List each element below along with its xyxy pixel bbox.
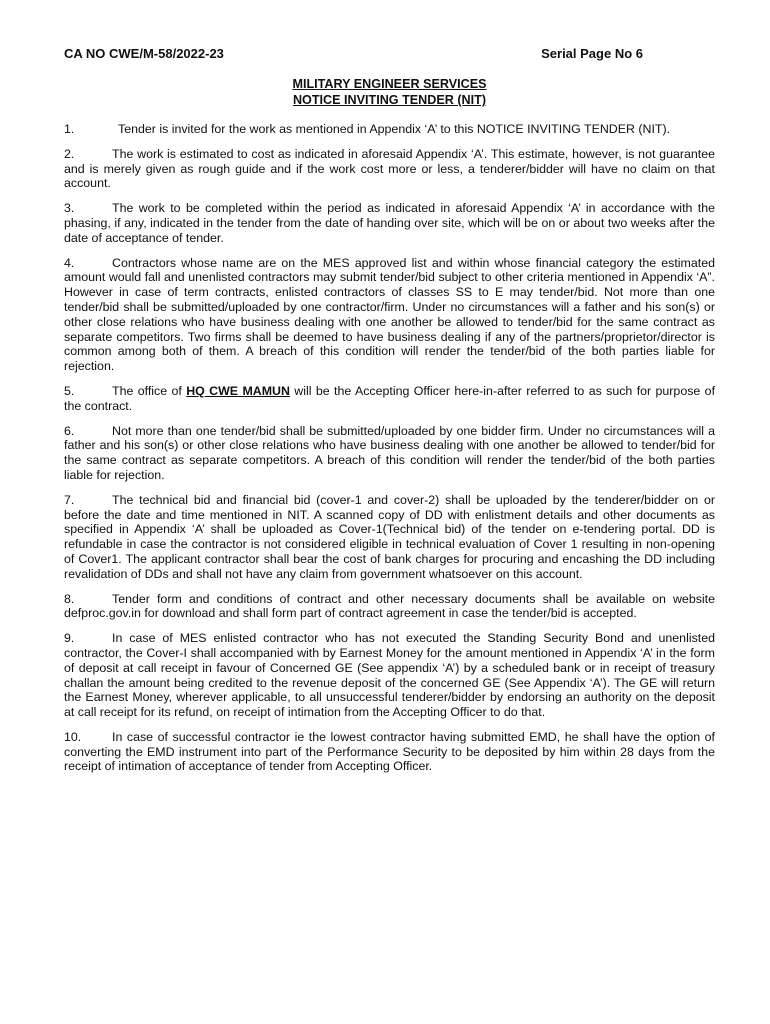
paragraph-6 <box>64 424 715 483</box>
paragraph-number: 10. <box>64 729 82 744</box>
paragraph-4 <box>64 256 715 374</box>
paragraph-number: 6. <box>64 423 75 438</box>
document-title <box>64 76 715 108</box>
paragraph-text: In case of MES enlisted contractor who has not executed the Standing Security Bond and unenlisted contractor, the Cover-I shall accompanied with by Earnest Money for the amount mentioned in Appendix ‘A’ in the form of deposit at call receipt in favour of Concerned GE (See appendix ‘A’) by a scheduled bank or in receipt of treasury challan the amount being credited to the revenue deposit of the concerned GE (See Appendix ‘A’). The GE will return the Earnest Money, wherever applicable, to all unsuccessful tenderer/bidder by endorsing an authority on the deposit at call receipt for its refund, on receipt of intimation from the Accepting Officer to do that. <box>64 631 715 720</box>
paragraph-text: In case of successful contractor ie the lowest contractor having submitted EMD, he shall have the option of converting the EMD instrument into part of the Performance Security to be deposited by him within 28 days from the receipt of intimation of acceptance of tender from Accepting Officer. <box>64 729 715 774</box>
title-line-2: NOTICE INVITING TENDER (NIT) <box>292 93 487 107</box>
paragraph-text: Tender form and conditions of contract and other necessary documents shall be available on website defproc.gov.in for download and shall form part of contract agreement in case the tender/bid is accepted. <box>64 591 715 621</box>
paragraph-number: 5. <box>64 383 75 398</box>
paragraph-text: The technical bid and financial bid (cover-1 and cover-2) shall be uploaded by the tenderer/bidder on or before the date and time mentioned in NIT. A scanned copy of DD with enlistment details and other documents as specified in Appendix ‘A’ shall be uploaded as Cover-1(Technical bid) of the tender on e-tendering portal. DD is refundable in case the contractor is not considered eligible in technical evaluation of Cover 1 resulting in non-opening of Cover1. The applicant contractor shall bear the cost of bank charges for procuring and encashing the DD including revalidation of DDs and shall not have any claim from government whatsoever on this account. <box>64 492 715 581</box>
paragraph-number: 2. <box>64 146 75 161</box>
paragraph-number: 4. <box>64 255 75 270</box>
paragraph-text: Not more than one tender/bid shall be submitted/uploaded by one bidder firm. Under no circumstances will a father and his son(s) or other close relations who have business dealing with one another be allowed to tender/bid for the same contract as separate competitors. A breach of this condition will render the tender/bid of the both parties liable for rejection. <box>64 423 715 482</box>
paragraph-2 <box>64 147 715 191</box>
paragraph-8 <box>64 592 715 622</box>
paragraph-text-after: will be the Accepting Officer here-in-after referred to as such for purpose of the contract. <box>64 383 716 413</box>
page-header <box>64 46 715 62</box>
paragraph-1 <box>64 122 715 137</box>
paragraph-number: 9. <box>64 631 75 646</box>
paragraph-number: 7. <box>64 492 75 507</box>
contract-number: CA NO CWE/M-58/2022-23 <box>64 46 224 61</box>
paragraph-text-before: The office of <box>112 383 187 398</box>
document-body <box>64 122 715 784</box>
paragraph-number: 8. <box>64 591 75 606</box>
paragraph-text: Tender is invited for the work as mentioned in Appendix ‘A’ to this NOTICE INVITING TENDER (NIT). <box>118 122 671 136</box>
paragraph-3 <box>64 201 715 245</box>
paragraph-7 <box>64 493 715 582</box>
paragraph-text: The work is estimated to cost as indicated in aforesaid Appendix ‘A’. This estimate, however, is not guarantee and is merely given as rough guide and if the work cost more or less, a tenderer/bidder will have no claim on that account. <box>64 146 715 191</box>
paragraph-number: 3. <box>64 201 75 216</box>
paragraph-5 <box>64 384 715 414</box>
serial-page-number: Serial Page No 6 <box>541 46 643 61</box>
paragraph-10 <box>64 730 715 774</box>
accepting-officer-name: HQ CWE MAMUN <box>186 383 290 398</box>
paragraph-text: Contractors whose name are on the MES approved list and within whose financial category the estimated amount would fall and unenlisted contractors may submit tender/bid subject to other criteria mentioned in Appendix ‘A”. However in case of term contracts, enlisted contractors of classes SS to E may tender/bid. Not more than one tender/bid shall be submitted/uploaded by one contractor/firm. Under no circumstances will a father and his son(s) or other close relations who have business dealing with one another be allowed to tender/bid for the same contract as separate competitors. Two firms shall be deemed to have business dealing if any of the partners/proprietor/director is common among both of them. A breach of this condition will render the tender/bid of the both parties liable for rejection. <box>64 255 715 374</box>
paragraph-text: The work to be completed within the period as indicated in aforesaid Appendix ‘A’ in accordance with the phasing, if any, indicated in the tender from the date of handing over site, which will be on or about two weeks after the date of acceptance of tender. <box>64 201 715 245</box>
title-line-1: MILITARY ENGINEER SERVICES <box>292 77 487 91</box>
paragraph-number: 1. <box>64 122 75 136</box>
paragraph-9 <box>64 631 715 720</box>
